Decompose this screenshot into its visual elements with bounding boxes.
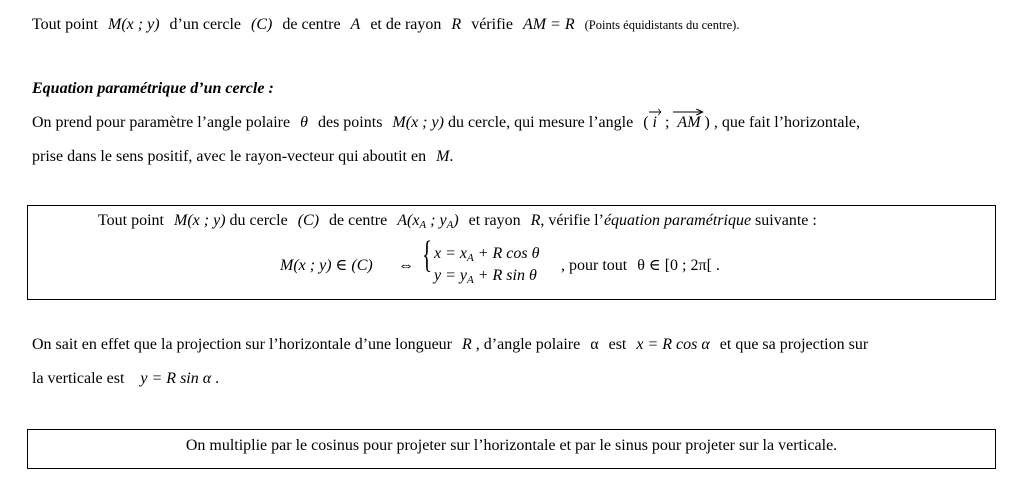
text: prise dans le sens positif, avec le rayon-vecteur qui aboutit en xyxy=(32,148,427,165)
iff-symbol: ⇔ xyxy=(398,257,414,274)
equation-x: $x = x_A + R$ cos θ xyxy=(434,245,540,264)
text: Tout point xyxy=(98,212,164,229)
note: (Points équidistants du centre). xyxy=(584,18,740,32)
text: la verticale est xyxy=(32,370,125,387)
section-heading: Equation paramétrique d’un cercle : xyxy=(32,80,274,97)
text: est xyxy=(608,336,627,353)
equation-am-r: AM = R xyxy=(522,16,575,33)
text: et rayon xyxy=(468,212,521,229)
text: d’un cercle xyxy=(169,16,242,33)
brace: { xyxy=(422,234,433,276)
radius-r: R xyxy=(451,16,462,33)
vector-i: i xyxy=(649,113,661,132)
parametric-equation-box xyxy=(27,205,996,300)
text: On prend pour paramètre l’angle polaire xyxy=(32,114,291,131)
intro-line xyxy=(32,15,739,34)
text: . xyxy=(449,148,454,165)
alpha: α xyxy=(590,336,599,353)
point-m: M(x ; y) xyxy=(108,16,160,33)
point-m: M xyxy=(436,148,450,165)
projection-line-2 xyxy=(32,369,219,388)
circle-c: (C) xyxy=(251,16,273,33)
text: , pour tout xyxy=(561,257,628,274)
text: , vérifie l’ xyxy=(540,212,604,229)
text: des points xyxy=(317,114,383,131)
radius-r: R xyxy=(462,336,472,353)
text: , que fait l’horizontale, xyxy=(713,114,861,131)
equation-y: y = R sin α xyxy=(140,370,212,387)
radius-r: R xyxy=(530,212,541,229)
equation-x: x = R cos α xyxy=(636,336,710,353)
for-all xyxy=(561,256,720,275)
box-line-1 xyxy=(98,211,817,230)
theta: θ xyxy=(300,114,308,131)
equation-y: $y = y_A + R$ sin θ xyxy=(434,267,537,286)
text: Tout point xyxy=(32,16,98,33)
text: de centre xyxy=(329,212,388,229)
text: , d’angle polaire xyxy=(475,336,581,353)
circle-c: (C) xyxy=(297,212,320,229)
point-m: M(x ; y) xyxy=(174,212,226,229)
text: de centre xyxy=(282,16,341,33)
text: . xyxy=(215,370,220,387)
theta-range: θ ∈ [0 ; 2π[ . xyxy=(637,257,720,274)
emphasis: équation paramétrique xyxy=(603,212,752,229)
summary-text: On multiplie par le cosinus pour projeter sur l’horizontale et par le sinus pour projeter sur la verticale. xyxy=(185,437,838,454)
text: du cercle, qui mesure l’angle xyxy=(447,114,634,131)
text: du cercle xyxy=(229,212,288,229)
vector-am: AM xyxy=(673,113,704,132)
angle-expression: ( i ; AM ) xyxy=(643,114,710,131)
text: et de rayon xyxy=(370,16,442,33)
param-line-2 xyxy=(32,147,453,166)
text: On sait en effet que la projection sur l’horizontale d’une longueur xyxy=(32,336,453,353)
text: et que sa projection sur xyxy=(719,336,869,353)
point-m: M(x ; y) xyxy=(392,114,444,131)
equation-lhs: M(x ; y) ∈ (C) xyxy=(280,257,373,274)
center-a: A xyxy=(350,16,361,33)
text: vérifie xyxy=(471,16,513,33)
center-a: $A(x_A$ ; $y_A$) xyxy=(397,212,459,231)
projection-line-1 xyxy=(32,335,868,354)
summary-box xyxy=(27,429,996,469)
text: suivante : xyxy=(755,212,817,229)
param-line-1 xyxy=(32,113,860,132)
